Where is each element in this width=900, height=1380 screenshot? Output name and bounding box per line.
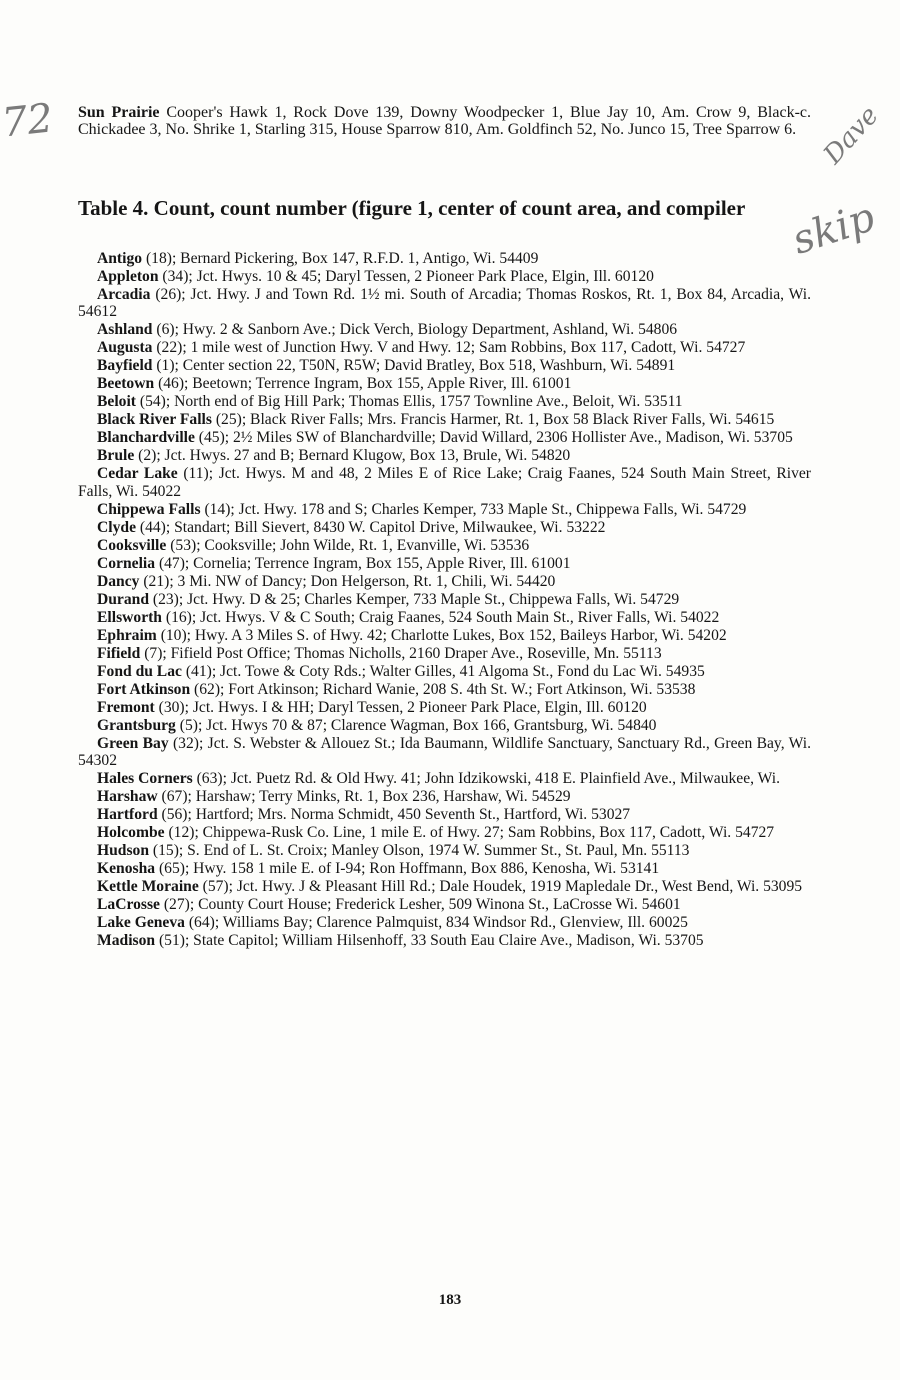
count-details: (32); Jct. S. Webster & Allouez St.; Ida Baumann, Wildlife Sanctuary, Sanctuary Rd., Green Bay, Wi. 54302 [78, 734, 811, 770]
list-item [78, 429, 811, 446]
list-item [78, 609, 811, 626]
list-item [78, 393, 811, 410]
count-details: (46); Beetown; Terrence Ingram, Box 155, Apple River, Ill. 61001 [154, 375, 572, 393]
count-name: Hales Corners [97, 770, 193, 788]
page-body [78, 104, 812, 950]
count-name: Clyde [97, 518, 136, 536]
count-name: Black River Falls [97, 411, 212, 429]
handwritten-name-note: Dave [818, 100, 885, 171]
list-item [78, 806, 811, 823]
count-details: (12); Chippewa-Rusk Co. Line, 1 mile E. of Hwy. 27; Sam Robbins, Box 117, Cadott, Wi. 54727 [164, 824, 775, 842]
count-details: (2); Jct. Hwys. 27 and B; Bernard Klugow, Box 13, Brule, Wi. 54820 [134, 447, 571, 465]
count-name: Blanchardville [97, 429, 195, 447]
count-details: (54); North end of Big Hill Park; Thomas Ellis, 1757 Townline Ave., Beloit, Wi. 53511 [135, 393, 683, 411]
count-name: Cedar Lake [97, 465, 178, 483]
list-item [78, 286, 811, 321]
count-details: (18); Bernard Pickering, Box 147, R.F.D. 1, Antigo, Wi. 54409 [142, 250, 539, 267]
count-name: Fort Atkinson [97, 680, 191, 698]
list-item [78, 501, 811, 518]
list-item [78, 573, 811, 590]
count-list [78, 250, 811, 950]
count-details: (34); Jct. Hwys. 10 & 45; Daryl Tessen, 2 Pioneer Park Place, Elgin, Ill. 60120 [158, 268, 654, 285]
count-name: Dancy [97, 572, 140, 590]
list-item [78, 788, 811, 805]
list-item [78, 321, 811, 338]
count-details: (7); Fifield Post Office; Thomas Nicholls, 2160 Draper Ave., Roseville, Mn. 55113 [140, 644, 662, 662]
count-name: Holcombe [97, 824, 165, 842]
intro-text: Cooper's Hawk 1, Rock Dove 139, Downy Woodpecker 1, Blue Jay 10, Am. Crow 9, Black-c. Chickadee 3, No. Shrike 1, Starling 315, House Sparrow 810, Am. Goldfinch 52, No. Junco 15, Tree Sparrow 6. [78, 104, 812, 138]
count-name: Kettle Moraine [97, 878, 199, 896]
count-name: LaCrosse [97, 896, 160, 914]
count-name: Ashland [97, 321, 153, 339]
count-details: (45); 2½ Miles SW of Blanchardville; David Willard, 2306 Hollister Ave., Madison, Wi. 53705 [194, 429, 793, 447]
count-name: Fond du Lac [97, 662, 182, 680]
list-item [78, 411, 811, 428]
list-item [78, 465, 811, 500]
count-name: Augusta [97, 339, 153, 357]
handwritten-skip-note: skip [786, 194, 881, 264]
list-item [78, 896, 811, 913]
count-details: (1); Center section 22, T50N, R5W; David Bratley, Box 518, Washburn, Wi. 54891 [152, 357, 676, 375]
count-name: Kenosha [97, 860, 156, 878]
list-item [78, 878, 811, 895]
handwritten-margin-number: 72 [0, 95, 56, 147]
count-name: Antigo [97, 250, 143, 267]
count-details: (22); 1 mile west of Junction Hwy. V and Hwy. 12; Sam Robbins, Box 117, Cadott, Wi. 54727 [152, 339, 746, 357]
list-item [78, 663, 811, 680]
count-name: Fifield [97, 644, 141, 662]
count-details: (23); Jct. Hwy. D & 25; Charles Kemper, 733 Maple St., Chippewa Falls, Wi. 54729 [149, 590, 680, 608]
list-item [78, 770, 811, 787]
intro-paragraph [78, 104, 811, 138]
count-details: (25); Black River Falls; Mrs. Francis Harmer, Rt. 1, Box 58 Black River Falls, Wi. 54615 [211, 411, 775, 429]
list-item [78, 699, 811, 716]
count-name: Durand [97, 590, 149, 608]
count-details: (62); Fort Atkinson; Richard Wanie, 208 S. 4th St. W.; Fort Atkinson, Wi. 53538 [190, 680, 696, 698]
count-details: (16); Jct. Hwys. V & C South; Craig Faanes, 524 South Main St., River Falls, Wi. 54022 [161, 608, 720, 626]
list-item [78, 914, 811, 931]
count-details: (64); Williams Bay; Clarence Palmquist, 834 Windsor Rd., Glenview, Ill. 60025 [184, 914, 688, 932]
count-name: Green Bay [97, 734, 169, 752]
count-name: Cooksville [97, 536, 167, 554]
count-name: Grantsburg [97, 716, 176, 734]
count-name: Hudson [97, 842, 150, 860]
count-details: (63); Jct. Puetz Rd. & Old Hwy. 41; John Idzikowski, 418 E. Plainfield Ave., Milwaukee, Wi. [192, 770, 780, 788]
list-item [78, 717, 811, 734]
count-name: Beetown [97, 375, 155, 393]
count-details: (65); Hwy. 158 1 mile E. of I-94; Ron Hoffmann, Box 886, Kenosha, Wi. 53141 [155, 860, 660, 878]
count-details: (21); 3 Mi. NW of Dancy; Don Helgerson, Rt. 1, Chili, Wi. 54420 [139, 572, 556, 590]
count-details: (44); Standart; Bill Sievert, 8430 W. Capitol Drive, Milwaukee, Wi. 53222 [135, 518, 606, 536]
page-number: 183 [438, 1292, 462, 1308]
list-item [78, 268, 811, 285]
count-name: Madison [97, 932, 156, 950]
list-item [78, 537, 811, 554]
list-item [78, 339, 811, 356]
count-details: (27); County Court House; Frederick Lesher, 509 Winona St., LaCrosse Wi. 54601 [159, 896, 681, 914]
count-details: (6); Hwy. 2 & Sanborn Ave.; Dick Verch, Biology Department, Ashland, Wi. 54806 [152, 321, 678, 339]
count-name: Appleton [97, 268, 159, 285]
count-name: Harshaw [97, 788, 158, 806]
list-item [78, 357, 811, 374]
list-item [78, 842, 811, 859]
intro-lead: Sun Prairie [78, 104, 160, 121]
count-name: Ephraim [97, 626, 157, 644]
count-details: (14); Jct. Hwy. 178 and S; Charles Kemper, 733 Maple St., Chippewa Falls, Wi. 54729 [200, 500, 747, 518]
count-details: (67); Harshaw; Terry Minks, Rt. 1, Box 236, Harshaw, Wi. 54529 [157, 788, 571, 806]
count-details: (51); State Capitol; William Hilsenhoff, 33 South Eau Claire Ave., Madison, Wi. 53705 [155, 932, 704, 950]
list-item [78, 645, 811, 662]
list-item [78, 555, 811, 572]
list-item [78, 447, 811, 464]
count-name: Ellsworth [97, 608, 162, 626]
list-item [78, 250, 811, 267]
list-item [78, 627, 811, 644]
count-details: (10); Hwy. A 3 Miles S. of Hwy. 42; Charlotte Lukes, Box 152, Baileys Harbor, Wi. 54202 [156, 626, 727, 644]
count-details: (56); Hartford; Mrs. Norma Schmidt, 450 Seventh St., Hartford, Wi. 53027 [157, 806, 631, 824]
list-item [78, 735, 811, 770]
count-details: (5); Jct. Hwys 70 & 87; Clarence Wagman, Box 166, Grantsburg, Wi. 54840 [175, 716, 657, 734]
count-details: (15); S. End of L. St. Croix; Manley Olson, 1974 W. Summer St., St. Paul, Mn. 55113 [149, 842, 690, 860]
list-item [78, 681, 811, 698]
table-title: Table 4. Count, count number (figure 1, center of count area, and compiler [78, 196, 746, 220]
count-name: Beloit [97, 393, 136, 411]
count-name: Cornelia [97, 554, 156, 572]
list-item [78, 519, 811, 536]
count-name: Chippewa Falls [97, 500, 201, 518]
count-details: (57); Jct. Hwy. J & Pleasant Hill Rd.; Dale Houdek, 1919 Mapledale Dr., West Bend, Wi. 53095 [198, 878, 803, 896]
list-item [78, 824, 811, 841]
list-item [78, 932, 811, 949]
count-name: Arcadia [97, 286, 151, 303]
count-name: Lake Geneva [97, 914, 185, 932]
count-name: Brule [97, 447, 135, 465]
count-details: (53); Cooksville; John Wilde, Rt. 1, Evanville, Wi. 53536 [166, 536, 530, 554]
count-details: (47); Cornelia; Terrence Ingram, Box 155, Apple River, Ill. 61001 [155, 554, 571, 572]
list-item [78, 591, 811, 608]
list-item [78, 860, 811, 877]
count-name: Fremont [97, 698, 155, 716]
count-name: Bayfield [97, 357, 153, 375]
count-details: (41); Jct. Towe & Coty Rds.; Walter Gilles, 41 Algoma St., Fond du Lac Wi. 54935 [181, 662, 705, 680]
list-item [78, 375, 811, 392]
count-name: Hartford [97, 806, 158, 824]
count-details: (11); Jct. Hwys. M and 48, 2 Miles E of Rice Lake; Craig Faanes, 524 South Main Street, River Falls, Wi. 54022 [78, 465, 811, 500]
count-details: (26); Jct. Hwy. J and Town Rd. 1½ mi. South of Arcadia; Thomas Roskos, Rt. 1, Box 84, Arcadia, Wi. 54612 [78, 286, 811, 321]
count-details: (30); Jct. Hwys. I & HH; Daryl Tessen, 2 Pioneer Park Place, Elgin, Ill. 60120 [154, 698, 647, 716]
